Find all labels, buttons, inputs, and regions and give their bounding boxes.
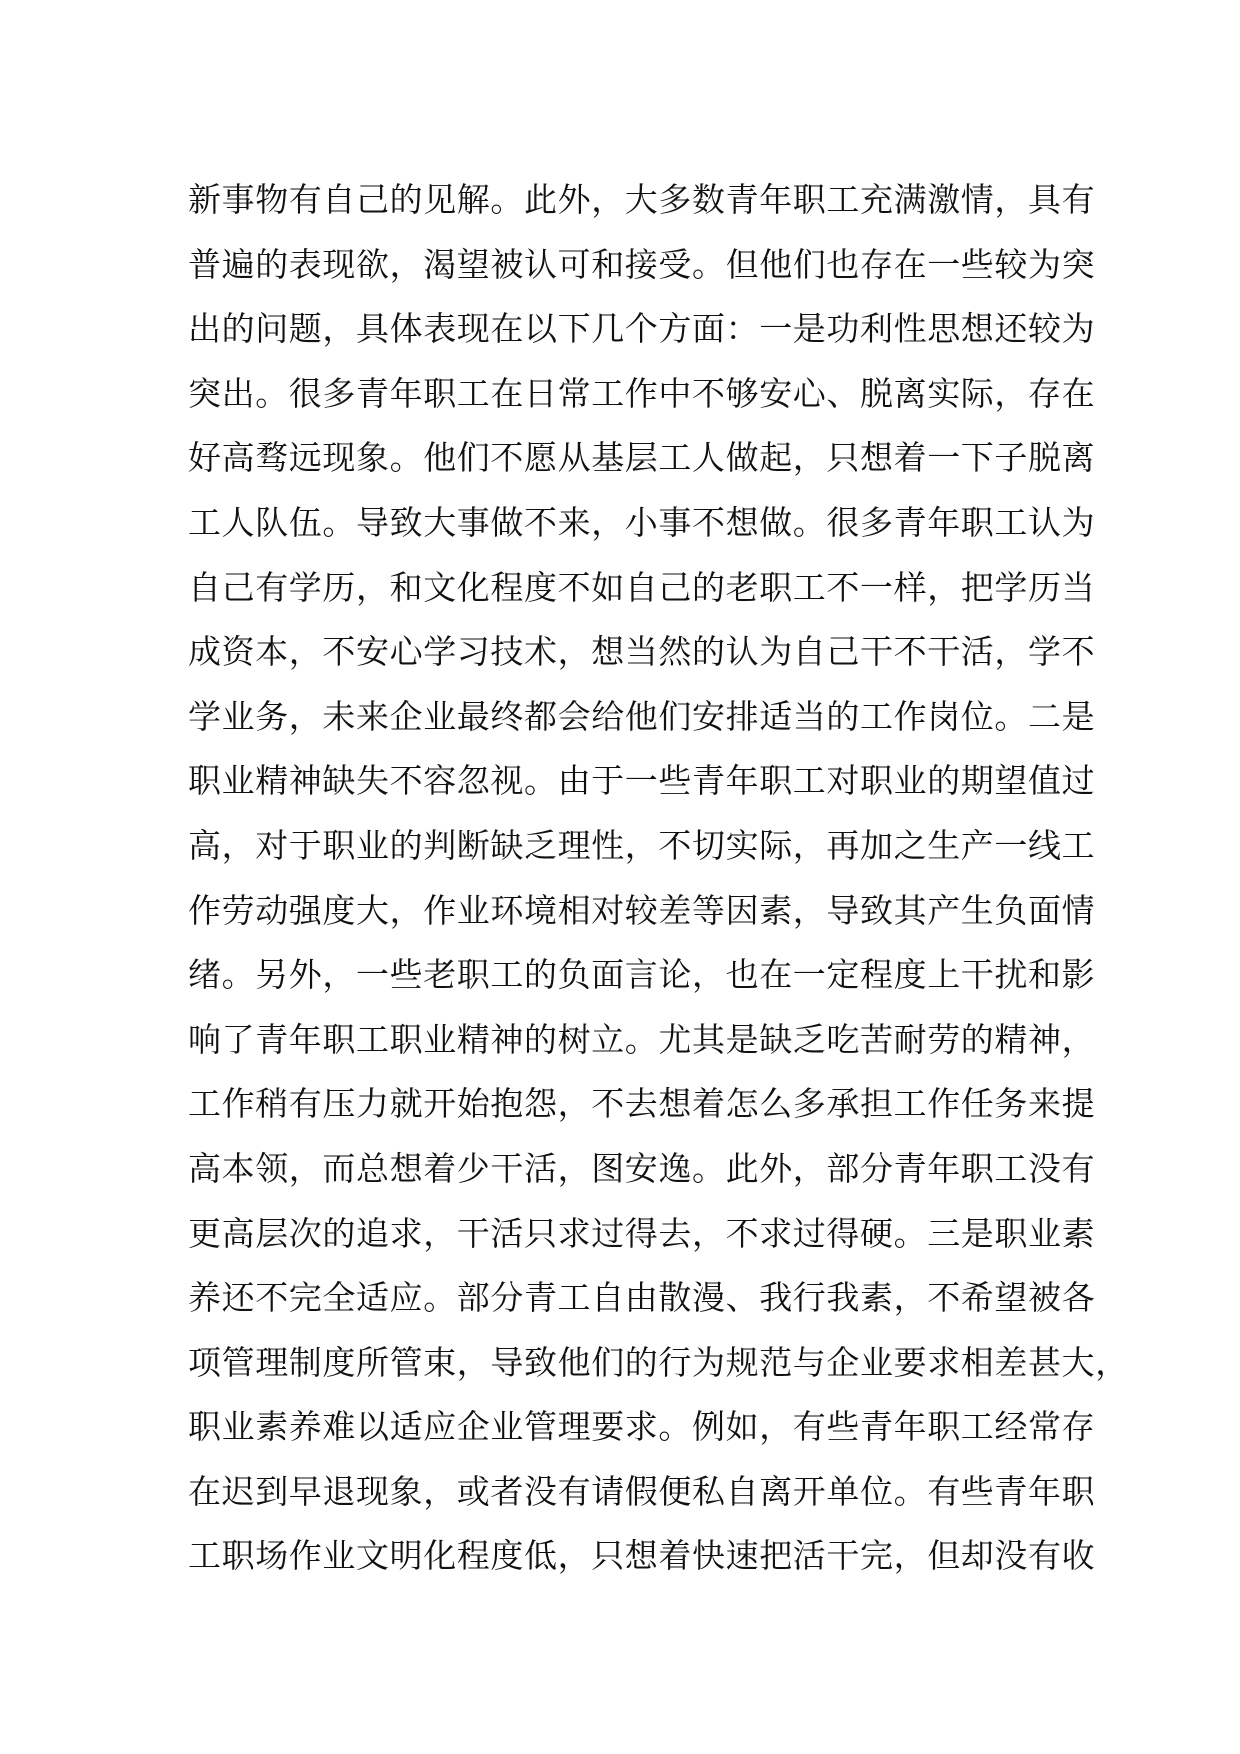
text-line: 成资本，不安心学习技术，想当然的认为自己干不干活，学不 (188, 632, 1096, 672)
text-line: 工职场作业文明化程度低，只想着快速把活干完，但却没有收 (188, 1536, 1096, 1576)
text-line: 工人队伍。导致大事做不来，小事不想做。很多青年职工认为 (188, 502, 1096, 542)
text-line: 普遍的表现欲，渴望被认可和接受。但他们也存在一些较为突 (188, 244, 1096, 284)
text-line: 工作稍有压力就开始抱怨，不去想着怎么多承担工作任务来提 (188, 1084, 1096, 1124)
text-line: 职业素养难以适应企业管理要求。例如，有些青年职工经常存 (188, 1407, 1096, 1447)
text-line: 高，对于职业的判断缺乏理性，不切实际，再加之生产一线工 (188, 825, 1096, 865)
text-line: 养还不完全适应。部分青工自由散漫、我行我素，不希望被各 (188, 1278, 1096, 1318)
text-line: 绪。另外，一些老职工的负面言论，也在一定程度上干扰和影 (188, 955, 1096, 995)
text-line: 新事物有自己的见解。此外，大多数青年职工充满激情，具有 (188, 180, 1096, 219)
text-line: 作劳动强度大，作业环境相对较差等因素，导致其产生负面情 (188, 890, 1096, 930)
text-line: 项管理制度所管束，导致他们的行为规范与企业要求相差甚大， (188, 1342, 1129, 1382)
text-line: 好高骛远现象。他们不愿从基层工人做起，只想着一下子脱离 (188, 438, 1096, 478)
text-line: 学业务，未来企业最终都会给他们安排适当的工作岗位。二是 (188, 696, 1096, 736)
text-line: 在迟到早退现象，或者没有请假便私自离开单位。有些青年职 (188, 1471, 1096, 1511)
body-paragraph (188, 168, 1129, 1589)
text-line: 高本领，而总想着少干活，图安逸。此外，部分青年职工没有 (188, 1148, 1096, 1188)
text-line: 响了青年职工职业精神的树立。尤其是缺乏吃苦耐劳的精神， (188, 1019, 1096, 1059)
text-line: 更高层次的追求，干活只求过得去，不求过得硬。三是职业素 (188, 1213, 1096, 1253)
text-line: 突出。很多青年职工在日常工作中不够安心、脱离实际，存在 (188, 373, 1096, 413)
text-line: 出的问题，具体表现在以下几个方面：一是功利性思想还较为 (188, 309, 1096, 349)
text-line: 自己有学历，和文化程度不如自己的老职工不一样，把学历当 (188, 567, 1096, 607)
text-line: 职业精神缺失不容忽视。由于一些青年职工对职业的期望值过 (188, 761, 1096, 801)
